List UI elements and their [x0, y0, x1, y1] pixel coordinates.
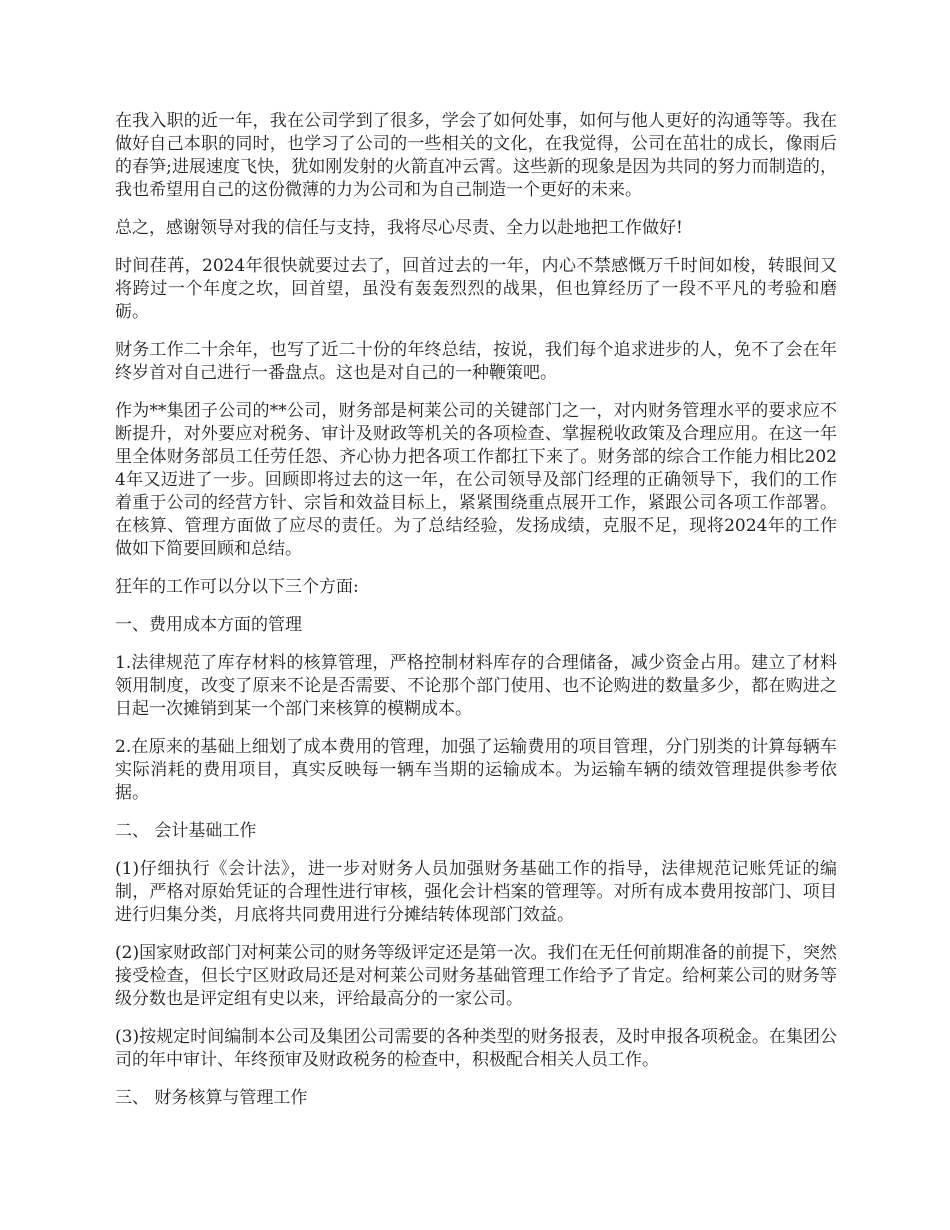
document-body: [115, 110, 837, 1125]
section-heading-finance-accounting: 三、 财务核算与管理工作: [115, 1088, 308, 1108]
section-heading-accounting-basics: 二、 会计基础工作: [115, 821, 257, 841]
paragraph-thanks: 总之，感谢领导对我的信任与支持，我将尽心尽责、全力以赴地把工作做好!: [115, 218, 683, 238]
paragraph-finance-years: 财务工作二十余年，也写了近二十份的年终总结，按说，我们每个追求进步的人，免不了会在年终岁首对自己进行一番盘点。这也是对自己的一种鞭策吧。: [115, 340, 837, 383]
paragraph-department-overview: 作为**集团子公司的**公司，财务部是柯莱公司的关键部门之一，对内财务管理水平的要求应不断提升，对外要应对税务、审计及财政等机关的各项检查、掌握税收政策及合理应用。在这一年里全体财务部员工任劳任怨、齐心协力把各项工作都扛下来了。财务部的综合工作能力相比2024年又迈进了一步。回顾即将过去的这一年，在公司领导及部门经理的正确领导下，我们的工作着重于公司的经营方针、宗旨和效益目标上，紧紧围绕重点展开工作，紧跟公司各项工作部署。在核算、管理方面做了应尽的责任。为了总结经验，发扬成绩，克服不足，现将2024年的工作做如下简要回顾和总结。: [115, 401, 837, 559]
paragraph-item-2: 2.在原来的基础上细划了成本费用的管理，加强了运输费用的项目管理，分门别类的计算每辆车实际消耗的费用项目，真实反映每一辆车当期的运输成本。为运输车辆的绩效管理提供参考依据。: [115, 737, 837, 803]
section-heading-cost-management: 一、费用成本方面的管理: [115, 615, 302, 635]
paragraph-point-3: (3)按规定时间编制本公司及集团公司需要的各种类型的财务报表，及时申报各项税金。在集团公司的年中审计、年终预审及财政税务的检查中，积极配合相关人员工作。: [115, 1027, 837, 1070]
paragraph-item-1: 1.法律规范了库存材料的核算管理，严格控制材料库存的合理储备，减少资金占用。建立了材料领用制度，改变了原来不论是否需要、不论那个部门使用、也不论购进的数量多少，都在购进之日起一次摊销到某一个部门来核算的模糊成本。: [115, 653, 837, 719]
paragraph-point-1: (1)仔细执行《会计法》，进一步对财务人员加强财务基础工作的指导，法律规范记账凭证的编制，严格对原始凭证的合理性进行审核，强化会计档案的管理等。对所有成本费用按部门、项目进行归集分类，月底将共同费用进行分摊结转体现部门效益。: [115, 859, 837, 925]
paragraph-intro: 在我入职的近一年，我在公司学到了很多，学会了如何处事，如何与他人更好的沟通等等。我在做好自己本职的同时，也学习了公司的一些相关的文化，在我觉得，公司在茁壮的成长，像雨后的春笋;进展速度飞快，犹如刚发射的火箭直冲云霄。这些新的现象是因为共同的努力而制造的，我也希望用自己的这份微薄的力为公司和为自己制造一个更好的未来。: [115, 111, 837, 200]
paragraph-three-aspects: 狂年的工作可以分以下三个方面:: [115, 577, 359, 597]
paragraph-year-review: 时间荏苒，2024年很快就要过去了，回首过去的一年，内心不禁感慨万千时间如梭，转眼间又将跨过一个年度之坎，回首望，虽没有轰轰烈烈的战果，但也算经历了一段不平凡的考验和磨砺。: [115, 256, 837, 322]
paragraph-point-2: (2)国家财政部门对柯莱公司的财务等级评定还是第一次。我们在无任何前期准备的前提下，突然接受检查，但长宁区财政局还是对柯莱公司财务基础管理工作给予了肯定。给柯莱公司的财务等级分数也是评定组有史以来，评给最高分的一家公司。: [115, 943, 837, 1009]
